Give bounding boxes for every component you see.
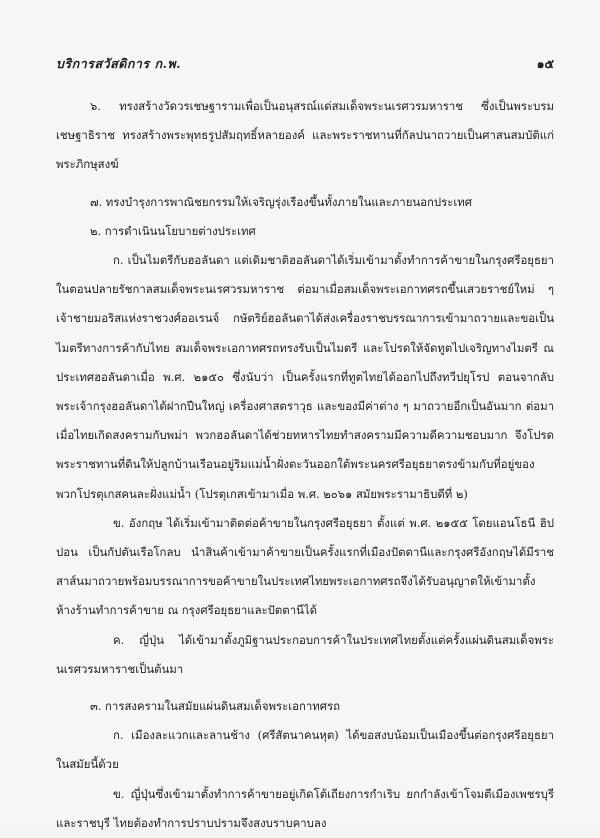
- paragraph-japanese-relations: ค. ญี่ปุ่น ได้เข้ามาตั้งภูมิฐานประกอบการค้าในประเทศไทยตั้งแต่ครั้งแผ่นดินสมเด็จพระนเรศวรมหาราชเป็นต้นมา: [56, 632, 554, 676]
- paragraph-english-relations: ข. อังกฤษ ได้เริ่มเข้ามาติดต่อค้าขายในกรุงศรีอยุธยา ตั้งแต่ พ.ศ. ๒๑๕๕ โดยแอนโธนี ฮิปปอน เป็นกัปตันเรือโกลบ นำสินค้าเข้ามาค้าขายเป็นครั้งแรกที่เมืองปัตตานีและกรุงศรีอังกฤษได้มีราชสาส์นมาถวายพร้อมบรรณาการขอค้าขายในประเทศไทยพระเอกาทศรถจึงได้รับอนุญาตให้เข้ามาตั้งห้างร้านทำการค้าขาย ณ กรุงศรีอยุธยาและปัตตานีได้: [56, 515, 554, 618]
- section-heading-foreign-policy: ๒. การดำเนินนโยบายต่างประเทศ: [90, 223, 256, 238]
- paragraph-item-7: ๗. ทรงบำรุงการพาณิชยกรรมให้เจริญรุ่งเรืองขึ้นทั้งภายในและภายนอกประเทศ: [90, 194, 472, 209]
- page-body: [56, 92, 554, 838]
- paragraph-dutch-relations: ก. เป็นไมตรีกับฮอลันดา แต่เดิมชาติฮอลันดาได้เริ่มเข้ามาตั้งทำการค้าขายในกรุงศรีอยุธยาในตอนปลายรัชกาลสมเด็จพระนเรศวรมหาราช ต่อมาเมื่อสมเด็จพระเอกาทศรถขึ้นเสวยราชย์ใหม่ ๆ เจ้าชายมอริสแห่งราชวงศ์ออเรนจ์ กษัตริย์ฮอลันดาได้ส่งเครื่องราชบรรณาการเข้ามาถวายและขอเป็นไมตรีทางการค้ากับไทย สมเด็จพระเอกาทศรถทรงรับเป็นไมตรี และโปรดให้จัดทูตไปเจริญทางไมตรี ณ ประเทศฮอลันดาเมื่อ พ.ศ. ๒๑๕๐ ซึ่งนับว่า เป็นครั้งแรกที่ทูตไทยได้ออกไปถึงทวีปยุโรป ตอนจากลับพระเจ้ากรุงฮอลันดาได้ฝากปืนใหญ่ เครื่องศาสตราวุธ และของมีค่าต่าง ๆ มาถวายอีกเป็นอันมาก ต่อมาเมื่อไทยเกิดสงครามกับพม่า พวกฮอลันดาได้ช่วยทหารไทยทำสงครามมีความดีความชอบมาก จึงโปรดพระราชทานที่ดินให้ปลูกบ้านเรือนอยู่ริมแม่น้ำฝั่งตะวันออกใต้พระนครศรีอยุธยาตรงข้ามกับที่อยู่ของพวกโปรตุเกสคนละฝั่งแม่น้ำ (โปรตุเกสเข้ามาเมื่อ พ.ศ. ๒๐๖๑ สมัยพระรามาธิบดีที่ ๒): [56, 253, 554, 501]
- paragraph-japanese-revolt: ข. ญี่ปุ่นซึ่งเข้ามาตั้งทำการค้าขายอยู่เกิดโต้เถียงการกำเริบ ยกกำลังเข้าโจมตีเมืองเพชรบุรีและราชบุรี ไทยต้องทำการปราบปรามจึงสงบราบคาบลง: [56, 786, 554, 830]
- page-header: [56, 54, 554, 76]
- paragraph-vassal-states: ก. เมืองละแวกและลานช้าง (ศรีสัตนาคนหุต) ได้ขอสงบน้อมเป็นเมืองขึ้นต่อกรุงศรีอยุธยาในสมัยนี้ด้วย: [56, 728, 554, 772]
- page-number: ๑๕: [536, 56, 554, 71]
- running-header-title: บริการสวัสดิการ ก.พ.: [56, 56, 182, 71]
- section-heading-wars: ๓. การสงครามในสมัยแผ่นดินสมเด็จพระเอกาทศรถ: [90, 699, 341, 714]
- paragraph-item-6: ๖. ทรงสร้างวัดวรเชษฐารามเพื่อเป็นอนุสรณ์แด่สมเด็จพระนเรศวรมหาราช ซึ่งเป็นพระบรมเชษฐาธิราช ทรงสร้างพระพุทธรูปสัมฤทธิ์หลายองค์ และพระราชทานที่กัลปนาถวายเป็นศาสนสมบัติแก่พระภิกษุสงฆ์: [56, 99, 554, 172]
